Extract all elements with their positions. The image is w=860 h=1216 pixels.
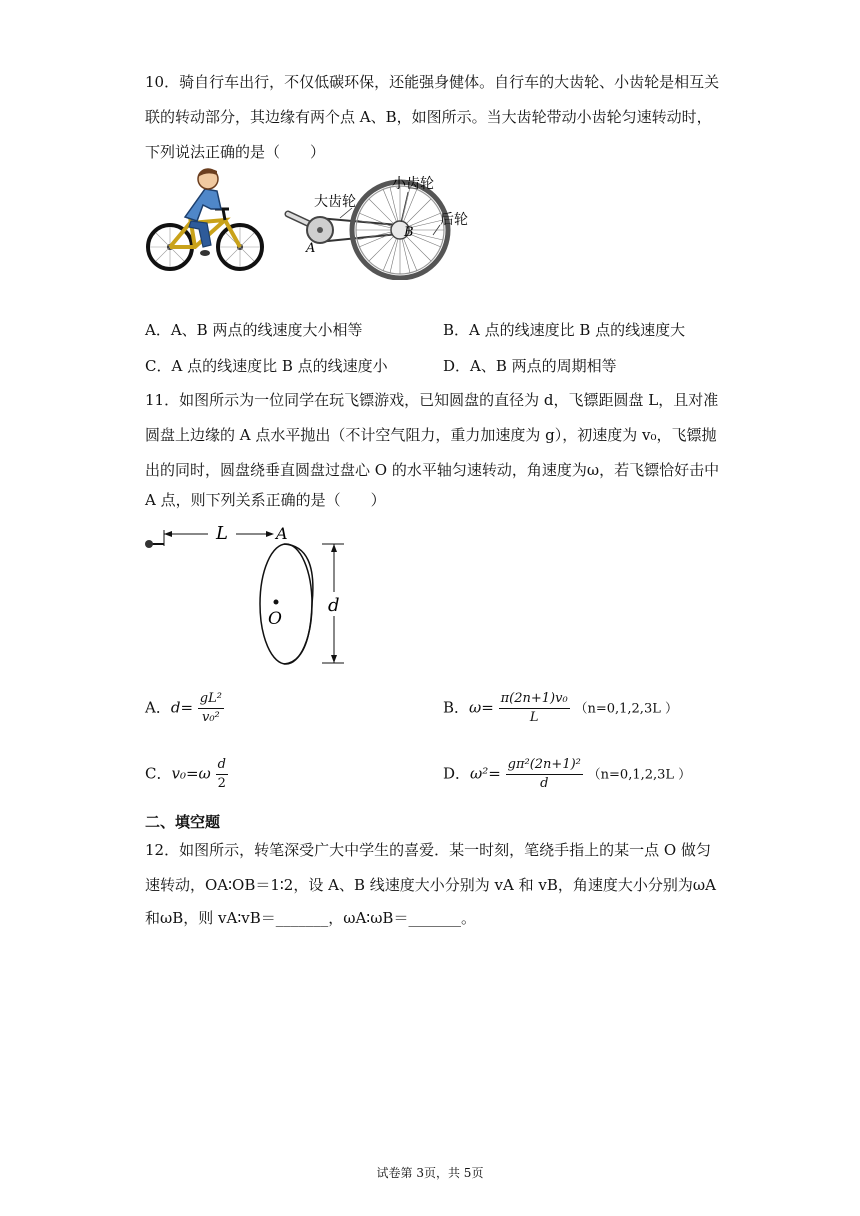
- dart-disk-figure: [140, 520, 370, 670]
- q11-option-d: [443, 756, 691, 793]
- q11-option-c-lhs: v₀=ω: [171, 764, 211, 783]
- diameter-d-label: d: [328, 595, 340, 616]
- q12-line-3: 和ωB，则 vA∶vB＝_______，ωA∶ωB＝_______。: [145, 909, 476, 927]
- q10-line-1: 10．骑自行车出行，不仅低碳环保，还能强身健体。自行车的大齿轮、小齿轮是相互关: [145, 73, 720, 91]
- q11-line-2: 圆盘上边缘的 A 点水平抛出（不计空气阻力，重力加速度为 g），初速度为 v₀，飞镖抛: [145, 426, 717, 444]
- point-b-label: B: [404, 225, 414, 240]
- q11-option-b-prefix: B．: [443, 698, 470, 717]
- q11-option-a-lhs: d=: [170, 698, 194, 717]
- q11-line-1: 11．如图所示为一位同学在玩飞镖游戏，已知圆盘的直径为 d，飞镖距圆盘 L，且对准: [145, 391, 719, 409]
- q10-option-b: B．A 点的线速度比 B 点的线速度大: [443, 321, 686, 339]
- q11-option-a-numerator: gL²: [198, 690, 224, 709]
- q11-option-a-fraction: [198, 690, 224, 727]
- q11-option-d-lhs: ω²=: [470, 764, 501, 783]
- q10-option-c: C．A 点的线速度比 B 点的线速度小: [145, 357, 388, 375]
- q11-option-d-prefix: D．: [443, 764, 471, 783]
- q11-option-c-numerator: d: [216, 756, 228, 775]
- q12-line-2: 速转动，OA∶OB＝1∶2，设 A、B 线速度大小分别为 vA 和 vB，角速度大小分别为ωA: [145, 876, 716, 894]
- q11-line-3: 出的同时，圆盘绕垂直圆盘过盘心 O 的水平轴匀速转动，角速度为ω，若飞镖恰好击中: [145, 461, 720, 479]
- rear-wheel-label: 后轮: [440, 212, 468, 228]
- q10-option-d: D．A、B 两点的周期相等: [443, 357, 617, 375]
- q11-option-d-fraction: [506, 756, 583, 793]
- q11-option-b: [443, 690, 678, 727]
- q11-option-a-denominator: v₀²: [201, 710, 220, 725]
- distance-l-label: L: [216, 523, 228, 544]
- q11-option-c-fraction: [216, 756, 228, 793]
- point-a-label: A: [306, 241, 316, 256]
- q11-option-a-prefix: A．: [145, 698, 171, 717]
- section-title: 二、填空题: [145, 813, 221, 831]
- q11-option-c: [145, 756, 228, 793]
- q11-option-b-condition: （n=0,1,2,3L ）: [574, 701, 678, 717]
- q11-option-d-denominator: d: [540, 776, 549, 791]
- big-gear-label: 大齿轮: [314, 194, 356, 210]
- small-gear-label: 小齿轮: [392, 176, 434, 192]
- q11-line-4: A 点，则下列关系正确的是（ ）: [145, 491, 386, 509]
- q11-option-c-denominator: 2: [217, 776, 226, 791]
- disk-point-a-label: A: [276, 524, 288, 543]
- q10-option-a: A．A、B 两点的线速度大小相等: [145, 321, 363, 339]
- q11-option-a: [145, 690, 224, 727]
- q11-option-b-denominator: L: [529, 710, 539, 725]
- q11-option-c-prefix: C．: [145, 764, 172, 783]
- q11-option-b-fraction: [499, 690, 570, 727]
- page-footer: 试卷第 3页，共 5页: [376, 1166, 484, 1180]
- q11-option-d-condition: （n=0,1,2,3L ）: [587, 767, 692, 783]
- q12-line-1: 12．如图所示，转笔深受广大中学生的喜爱．某一时刻，笔绕手指上的某一点 O 做匀: [145, 841, 711, 859]
- q10-line-3: 下列说法正确的是（ ）: [145, 143, 326, 161]
- q10-line-2: 联的转动部分，其边缘有两个点 A、B，如图所示。当大齿轮带动小齿轮匀速转动时，: [145, 108, 712, 126]
- cyclist-figure: [145, 165, 265, 275]
- gear-wheel-figure: [280, 170, 480, 280]
- q11-option-d-numerator: gπ²(2n+1)²: [506, 756, 583, 775]
- q11-option-b-numerator: π(2n+1)v₀: [499, 690, 570, 709]
- q11-option-b-lhs: ω=: [469, 698, 494, 717]
- center-o-label: O: [268, 609, 282, 629]
